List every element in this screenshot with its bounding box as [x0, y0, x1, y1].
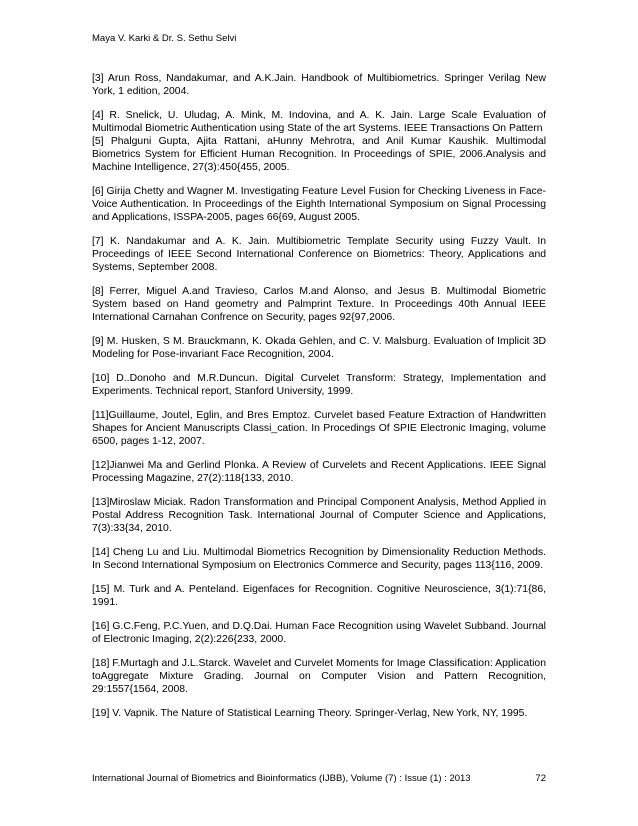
reference-6: [6] Girija Chetty and Wagner M. Investigating Feature Level Fusion for Checking Liveness in Face-Voice Authentication. In Proceedings of the Eighth International Symposium on Signal Processing and Applications, ISSPA-2005, pages 66{69, August 2005.: [92, 186, 546, 223]
running-header: Maya V. Karki & Dr. S. Sethu Selvi: [92, 33, 237, 44]
reference-19: [19] V. Vapnik. The Nature of Statistical Learning Theory. Springer-Verlag, New York, NY, 1995.: [92, 708, 528, 719]
journal-citation: International Journal of Biometrics and Bioinformatics (IJBB), Volume (7) : Issue (1) : 2013: [92, 773, 471, 784]
page-footer: [92, 773, 546, 784]
reference-3: [3] Arun Ross, Nandakumar, and A.K.Jain. Handbook of Multibiometrics. Springer Verilag New York, 1 edition, 2004.: [92, 73, 546, 97]
reference-16: [16] G.C.Feng, P.C.Yuen, and D.Q.Dai. Human Face Recognition using Wavelet Subband. Journal of Electronic Imaging, 2(2):226{233, 2000.: [92, 621, 546, 645]
reference-12: [12]Jianwei Ma and Gerlind Plonka. A Review of Curvelets and Recent Applications. IEEE Signal Processing Magazine, 27(2):118{133, 2010.: [92, 460, 546, 484]
reference-9: [9] M. Husken, S M. Brauckmann, K. Okada Gehlen, and C. V. Malsburg. Evaluation of Implicit 3D Modeling for Pose-invariant Face Recognition, 2004.: [92, 336, 546, 360]
reference-8: [8] Ferrer, Miguel A.and Travieso, Carlos M.and Alonso, and Jesus B. Multimodal Biometric System based on Hand geometry and Palmprint Texture. In Proceedings 40th Annual IEEE International Carnahan Confrence on Security, pages 92{97,2006.: [92, 286, 546, 323]
reference-5: [5] Phalguni Gupta, Ajita Rattani, aHunny Mehrotra, and Anil Kumar Kaushik. Multimodal Biometrics System for Efficient Human Recognition. In Proceedings of SPIE, 2006.Analysis and Machine Intelligence, 27(3):450{455, 2005.: [92, 136, 546, 173]
reference-14: [14] Cheng Lu and Liu. Multimodal Biometrics Recognition by Dimensionality Reduction Methods. In Second International Symposium on Electronics Commerce and Security, pages 113{116, 2009.: [92, 547, 546, 571]
reference-list: [92, 72, 546, 731]
reference-7: [7] K. Nandakumar and A. K. Jain. Multibiometric Template Security using Fuzzy Vault. In Proceedings of IEEE Second International Conference on Biometrics: Theory, Applications and Systems, September 2008.: [92, 236, 546, 273]
reference-10: [10] D..Donoho and M.R.Duncun. Digital Curvelet Transform: Strategy, Implementation and Experiments. Technical report, Stanford University, 1999.: [92, 373, 546, 397]
reference-11: [11]Guillaume, Joutel, Eglin, and Bres Emptoz. Curvelet based Feature Extraction of Handwritten Shapes for Ancient Manuscripts Classi_cation. In Procedings Of SPIE Electronic Imaging, volume 6500, pages 1-12, 2007.: [92, 410, 546, 447]
page-number: 72: [535, 773, 546, 784]
reference-18: [18] F.Murtagh and J.L.Starck. Wavelet and Curvelet Moments for Image Classification: Application toAggregate Mixture Grading. Journal on Computer Vision and Pattern Recognition, 29:1557{1564, 2008.: [92, 658, 546, 695]
reference-4: [4] R. Snelick, U. Uludag, A. Mink, M. Indovina, and A. K. Jain. Large Scale Evaluation of Multimodal Biometric Authentication using State of the art Systems. IEEE Transactions On Pattern: [92, 110, 546, 134]
reference-13: [13]Miroslaw Miciak. Radon Transformation and Principal Component Analysis, Method Applied in Postal Address Recognition Task. International Journal of Computer Science and Applications, 7(3):33{34, 2010.: [92, 497, 546, 534]
reference-15: [15] M. Turk and A. Penteland. Eigenfaces for Recognition. Cognitive Neuroscience, 3(1):71{86, 1991.: [92, 584, 546, 608]
